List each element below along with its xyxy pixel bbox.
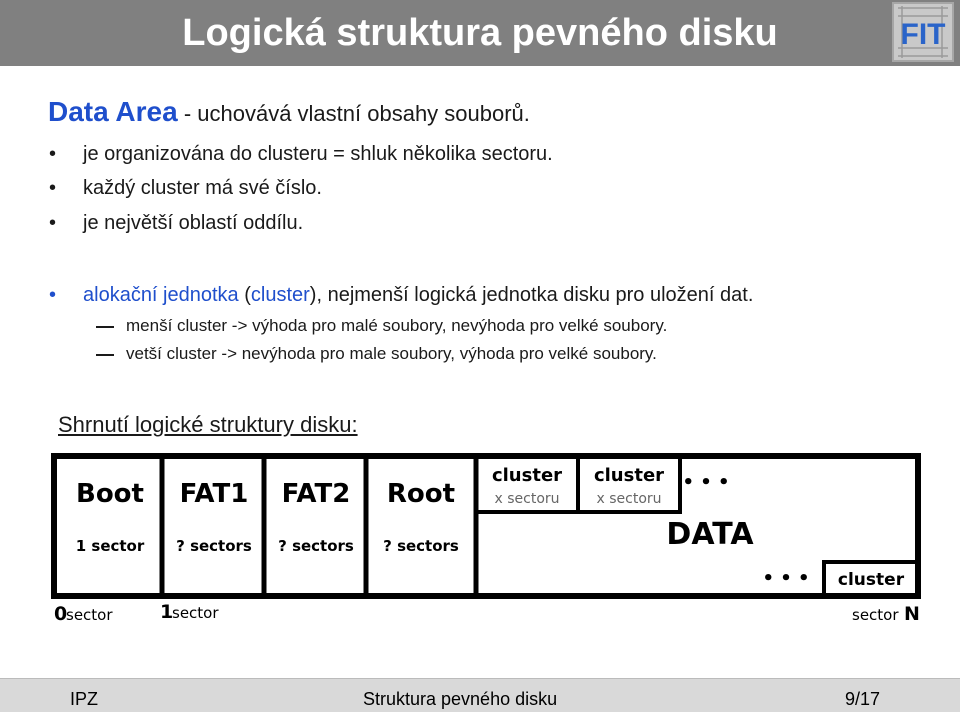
sector-one-num: 1 [160, 601, 174, 623]
bullet-dot-icon: • [49, 212, 57, 234]
bullet-dot-icon: • [49, 143, 57, 165]
sector-one-text: sector [172, 604, 219, 622]
footer-bar [0, 678, 960, 712]
bullet-text: je organizována do clusteru = shluk několika sectoru. [83, 143, 553, 165]
fat2-sub: ? sectors [278, 537, 354, 555]
footer-title: Struktura pevného disku [363, 689, 558, 709]
data-area-desc: - uchovává vlastní obsahy souborů. [177, 101, 530, 126]
cluster-label: cluster [491, 465, 563, 486]
bullet-item [49, 212, 304, 235]
data-area-line [48, 96, 530, 128]
alloc-bullet [49, 284, 754, 307]
fat1-label: FAT1 [179, 479, 249, 509]
boot-label: Boot [76, 479, 144, 509]
sub-item [126, 344, 657, 364]
alloc-cluster: cluster [250, 284, 310, 306]
root-sub: ? sectors [383, 537, 459, 555]
footer-course: IPZ [70, 689, 99, 709]
bullet-dot-icon: • [49, 177, 57, 199]
bullet-text: každý cluster má své číslo. [83, 177, 322, 199]
bullet-text: je největší oblastí oddílu. [83, 212, 304, 234]
header-bar [0, 0, 960, 66]
dash-icon [96, 326, 114, 328]
bullet-item [49, 143, 553, 166]
fit-logo-icon [892, 2, 954, 62]
alloc-desc: ), nejmenší logická jednotka disku pro uložení dat. [309, 284, 754, 306]
slide-title: Logická struktura pevného disku [182, 12, 778, 54]
logo-text: FIT [900, 18, 946, 51]
disk-structure-diagram [48, 450, 928, 628]
ellipsis-top: • • • [682, 472, 730, 493]
sector-n-num: N [904, 603, 920, 625]
data-label: DATA [666, 517, 754, 552]
cluster-label: cluster [593, 465, 665, 486]
alloc-paren: ( [238, 284, 251, 306]
alloc-term: alokační jednotka [83, 284, 239, 306]
fat2-label: FAT2 [281, 479, 351, 509]
page-number: 9/17 [845, 689, 881, 709]
sector-zero-text: sector [66, 606, 113, 624]
dash-icon [96, 354, 114, 356]
cluster-sub: x sectoru [596, 491, 662, 507]
sector-n-text: sector [852, 606, 899, 624]
sub-item-text: menší cluster -> výhoda pro malé soubory, nevýhoda pro velké soubory. [126, 316, 668, 335]
fat1-sub: ? sectors [176, 537, 252, 555]
cluster-sub: x sectoru [494, 491, 560, 507]
last-cluster-label: cluster [837, 570, 905, 590]
sub-item [126, 316, 667, 336]
bullet-item [49, 177, 322, 200]
ellipsis-bottom: • • • [762, 568, 810, 589]
sector-zero-num: 0 [54, 603, 68, 625]
sub-item-text: vetší cluster -> nevýhoda pro male soubory, výhoda pro velké soubory. [126, 344, 657, 363]
bullet-dot-icon: • [49, 284, 57, 306]
root-label: Root [386, 479, 456, 509]
summary-title: Shrnutí logické struktury disku: [58, 412, 358, 437]
boot-sub: 1 sector [75, 537, 145, 555]
data-area-label: Data Area [48, 96, 178, 127]
